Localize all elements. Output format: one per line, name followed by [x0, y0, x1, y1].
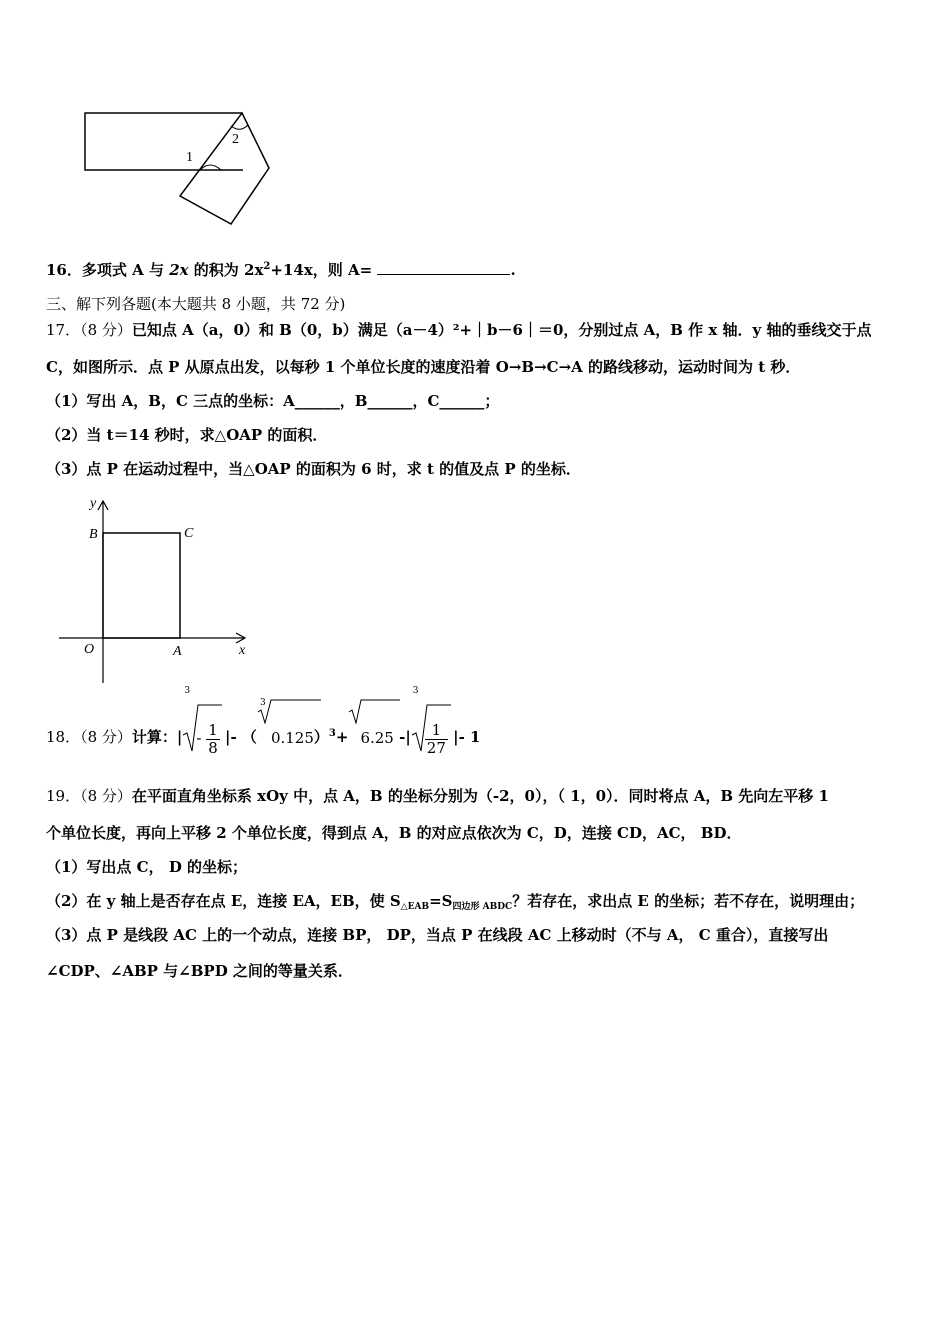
- question-17-line2: C，如图所示．点 P 从原点出发，以每秒 1 个单位长度的速度沿着 O→B→C→A 的路线移动，运动时间为 t 秒．: [46, 358, 801, 376]
- cube-root-neg-one-eighth: 3 - $\frac{1}{8}$: [182, 703, 219, 773]
- point-a-label: A: [173, 644, 182, 659]
- question-17-part1: （1）写出 A，B，C 三点的坐标：A______，B______，C______；: [46, 392, 500, 410]
- question-19-part1: （1）写出点 C， D 的坐标；: [46, 858, 248, 876]
- x-axis-label: x: [239, 643, 246, 658]
- sqrt-625: 6.25: [348, 703, 393, 773]
- question-16: 16．多项式 A 与 2x 的积为 $2x^2+14x$，则 A= .: [46, 261, 516, 279]
- point-c-label: C: [184, 526, 194, 541]
- question-17-part3: （3）点 P 在运动过程中，当△OAP 的面积为 6 时，求 t 的值及点 P 的坐标．: [46, 460, 581, 478]
- question-18: 18．（8 分）计算：| 3 - $\frac{1}{8}$ |- （ 3 0.125）$^3$+ 6.25 -| 3 $\frac{1}{27}$ |- 1: [46, 702, 480, 772]
- origin-label: O: [84, 642, 95, 657]
- question-19-part4: ∠CDP、∠ABP 与∠BPD 之间的等量关系．: [46, 962, 353, 980]
- figure-strip-and-square: [80, 108, 280, 233]
- answer-blank[interactable]: [377, 260, 510, 275]
- question-17-part2: （2）当 t＝14 秒时，求△OAP 的面积．: [46, 426, 328, 444]
- angle-1-label: 1: [186, 150, 193, 165]
- question-19-part2: （2）在 y 轴上是否存在点 E，连接 EA，EB，使 $S_{\triangle EAB}=S_{四边形 ABDC}$？若存在，求出点 E 的坐标；若不存在，说明理由；: [46, 892, 865, 912]
- figure-coordinate-rectangle: [55, 495, 255, 685]
- cube-root-one-27th: 3 $\frac{1}{27}$: [411, 703, 448, 773]
- cube-root-0125: 3 0.125: [257, 703, 314, 773]
- point-b-label: B: [89, 527, 98, 542]
- question-19-line2: 个单位长度，再向上平移 2 个单位长度，得到点 A，B 的对应点依次为 C，D，连接 CD，AC， BD．: [46, 824, 742, 842]
- y-axis-label: y: [90, 496, 97, 511]
- question-19-line1: 19．（8 分）在平面直角坐标系 xOy 中，点 A，B 的坐标分别为（-2，0），（ 1，0）．同时将点 A，B 先向左平移 1: [46, 787, 829, 805]
- question-19-part3: （3）点 P 是线段 AC 上的一个动点，连接 BP， DP，当点 P 在线段 AC 上移动时（不与 A， C 重合），直接写出: [46, 926, 829, 944]
- section-3-title: 三、解下列各题(本大题共 8 小题，共 72 分): [46, 295, 346, 313]
- angle-2-label: 2: [232, 132, 239, 147]
- question-17-line1: 17．（8 分）已知点 A（a，0）和 B（0，b）满足（a－4）²+｜b－6｜＝0，分别过点 A，B 作 x 轴．y 轴的垂线交于点: [46, 321, 872, 339]
